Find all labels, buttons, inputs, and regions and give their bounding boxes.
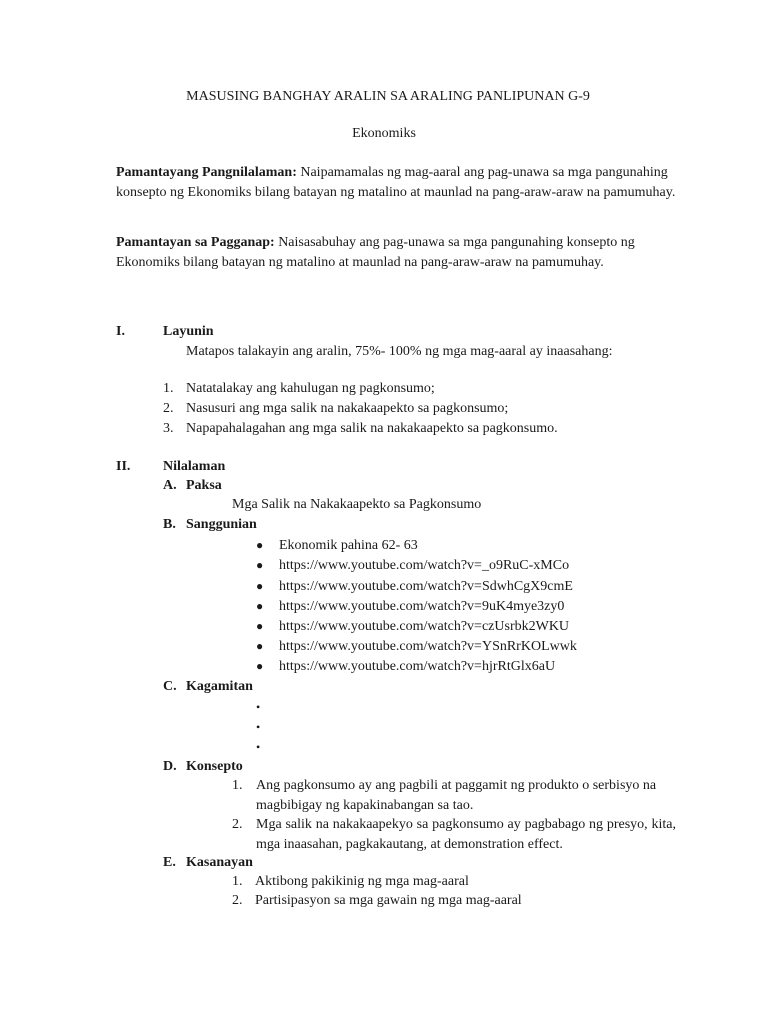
pamantayan-sa-pagganap	[116, 233, 676, 272]
konsepto-number: 2.	[232, 817, 243, 832]
paksa-topic: Mga Salik na Nakakaapekto sa Pagkonsumo	[232, 497, 482, 512]
subsection-label: Kagamitan	[186, 679, 253, 694]
subsection-kasanayan	[163, 853, 253, 873]
objective-item	[163, 379, 435, 399]
bullet-icon: •	[256, 700, 261, 714]
document-title: MASUSING BANGHAY ARALIN SA ARALING PANLIPUNAN G-9	[186, 89, 590, 104]
empty-bullet-item	[256, 717, 279, 738]
section-1-number: I.	[116, 324, 125, 339]
objective-text: Nasusuri ang mga salik na nakakaapekto sa pagkonsumo;	[186, 401, 509, 416]
pamantayang-pangnilalaman-label: Pamantayang Pangnilalaman:	[116, 165, 297, 180]
section-2-heading: Nilalaman	[163, 459, 226, 474]
reference-link[interactable]: https://www.youtube.com/watch?v=SdwhCgX9cmE	[279, 579, 573, 594]
subsection-letter: B.	[163, 517, 176, 532]
empty-bullet-item	[256, 697, 279, 718]
kasanayan-number: 2.	[232, 893, 243, 908]
subsection-paksa	[163, 476, 222, 496]
objective-text: Natatalakay ang kahulugan ng pagkonsumo;	[186, 381, 435, 396]
subsection-label: Kasanayan	[186, 855, 253, 870]
reference-link[interactable]: https://www.youtube.com/watch?v=czUsrbk2WKU	[279, 619, 570, 634]
kasanayan-text: Aktibong pakikinig ng mga mag-aaral	[255, 874, 469, 889]
pamantayang-pangnilalaman	[116, 163, 676, 202]
reference-item	[256, 616, 569, 637]
pamantayan-sa-pagganap-label: Pamantayan sa Pagganap:	[116, 235, 275, 250]
reference-link[interactable]: https://www.youtube.com/watch?v=_o9RuC-xMCo	[279, 558, 570, 573]
reference-item	[256, 596, 564, 617]
bullet-icon: •	[256, 720, 261, 734]
objective-number: 2.	[163, 401, 174, 416]
pamantayan-sa-pagganap-text: Naisasabuhay ang pag-unawa sa mga pangunahing konsepto ng Ekonomiks bilang batayan ng matalino at maunlad na pang-araw-araw na pamumuhay.	[116, 235, 635, 270]
konsepto-text: Mga salik na nakakaapekyo sa pagkonsumo ay pagbabago ng presyo, kita, mga inaasahan, pagkakautang, at demonstration effect.	[256, 817, 676, 852]
konsepto-text: Ang pagkonsumo ay ang pagbili at paggamit ng produkto o serbisyo na magbibigay ng kapakinabangan sa tao.	[256, 778, 657, 813]
reference-item	[256, 555, 569, 576]
document-subtitle: Ekonomiks	[352, 126, 416, 141]
subsection-label: Paksa	[186, 478, 222, 493]
reference-link[interactable]: https://www.youtube.com/watch?v=YSnRrKOLwwk	[279, 639, 577, 654]
kasanayan-item	[232, 872, 469, 892]
objective-item	[163, 399, 508, 419]
subsection-kagamitan	[163, 677, 253, 697]
subsection-sanggunian	[163, 515, 257, 535]
konsepto-number: 1.	[232, 778, 243, 793]
reference-link[interactable]: https://www.youtube.com/watch?v=9uK4mye3zy0	[279, 599, 565, 614]
subsection-letter: C.	[163, 679, 177, 694]
reference-text: Ekonomik pahina 62- 63	[279, 538, 418, 553]
objective-text: Napapahalagahan ang mga salik na nakakaapekto sa pagkonsumo.	[186, 421, 558, 436]
bullet-icon: ●	[256, 639, 264, 653]
subsection-label: Konsepto	[186, 759, 243, 774]
subsection-letter: E.	[163, 855, 176, 870]
objective-number: 3.	[163, 421, 174, 436]
subsection-letter: D.	[163, 759, 177, 774]
bullet-icon: ●	[256, 659, 264, 673]
empty-bullet-item	[256, 737, 279, 758]
kasanayan-item	[232, 891, 522, 911]
bullet-icon: ●	[256, 538, 264, 552]
reference-link[interactable]: https://www.youtube.com/watch?v=hjrRtGlx6aU	[279, 659, 556, 674]
section-2-number: II.	[116, 459, 131, 474]
reference-item	[256, 636, 577, 657]
subsection-label: Sanggunian	[186, 517, 257, 532]
subsection-konsepto	[163, 757, 243, 777]
bullet-icon: •	[256, 740, 261, 754]
bullet-icon: ●	[256, 599, 264, 613]
objectives-intro: Matapos talakayin ang aralin, 75%- 100% ng mga mag-aaral ay inaasahang:	[186, 344, 613, 359]
bullet-icon: ●	[256, 558, 264, 572]
section-1-heading: Layunin	[163, 324, 214, 339]
bullet-icon: ●	[256, 619, 264, 633]
kasanayan-number: 1.	[232, 874, 243, 889]
reference-item	[256, 576, 573, 597]
kasanayan-text: Partisipasyon sa mga gawain ng mga mag-aaral	[255, 893, 522, 908]
objective-number: 1.	[163, 381, 174, 396]
reference-item	[256, 535, 418, 556]
pamantayang-pangnilalaman-text: Naipamamalas ng mag-aaral ang pag-unawa sa mga pangunahing konsepto ng Ekonomiks bilang batayan ng matalino at maunlad na pang-araw-araw na pamumuhay.	[116, 165, 676, 200]
bullet-icon: ●	[256, 579, 264, 593]
subsection-letter: A.	[163, 478, 177, 493]
reference-item	[256, 656, 555, 677]
objective-item	[163, 419, 558, 439]
